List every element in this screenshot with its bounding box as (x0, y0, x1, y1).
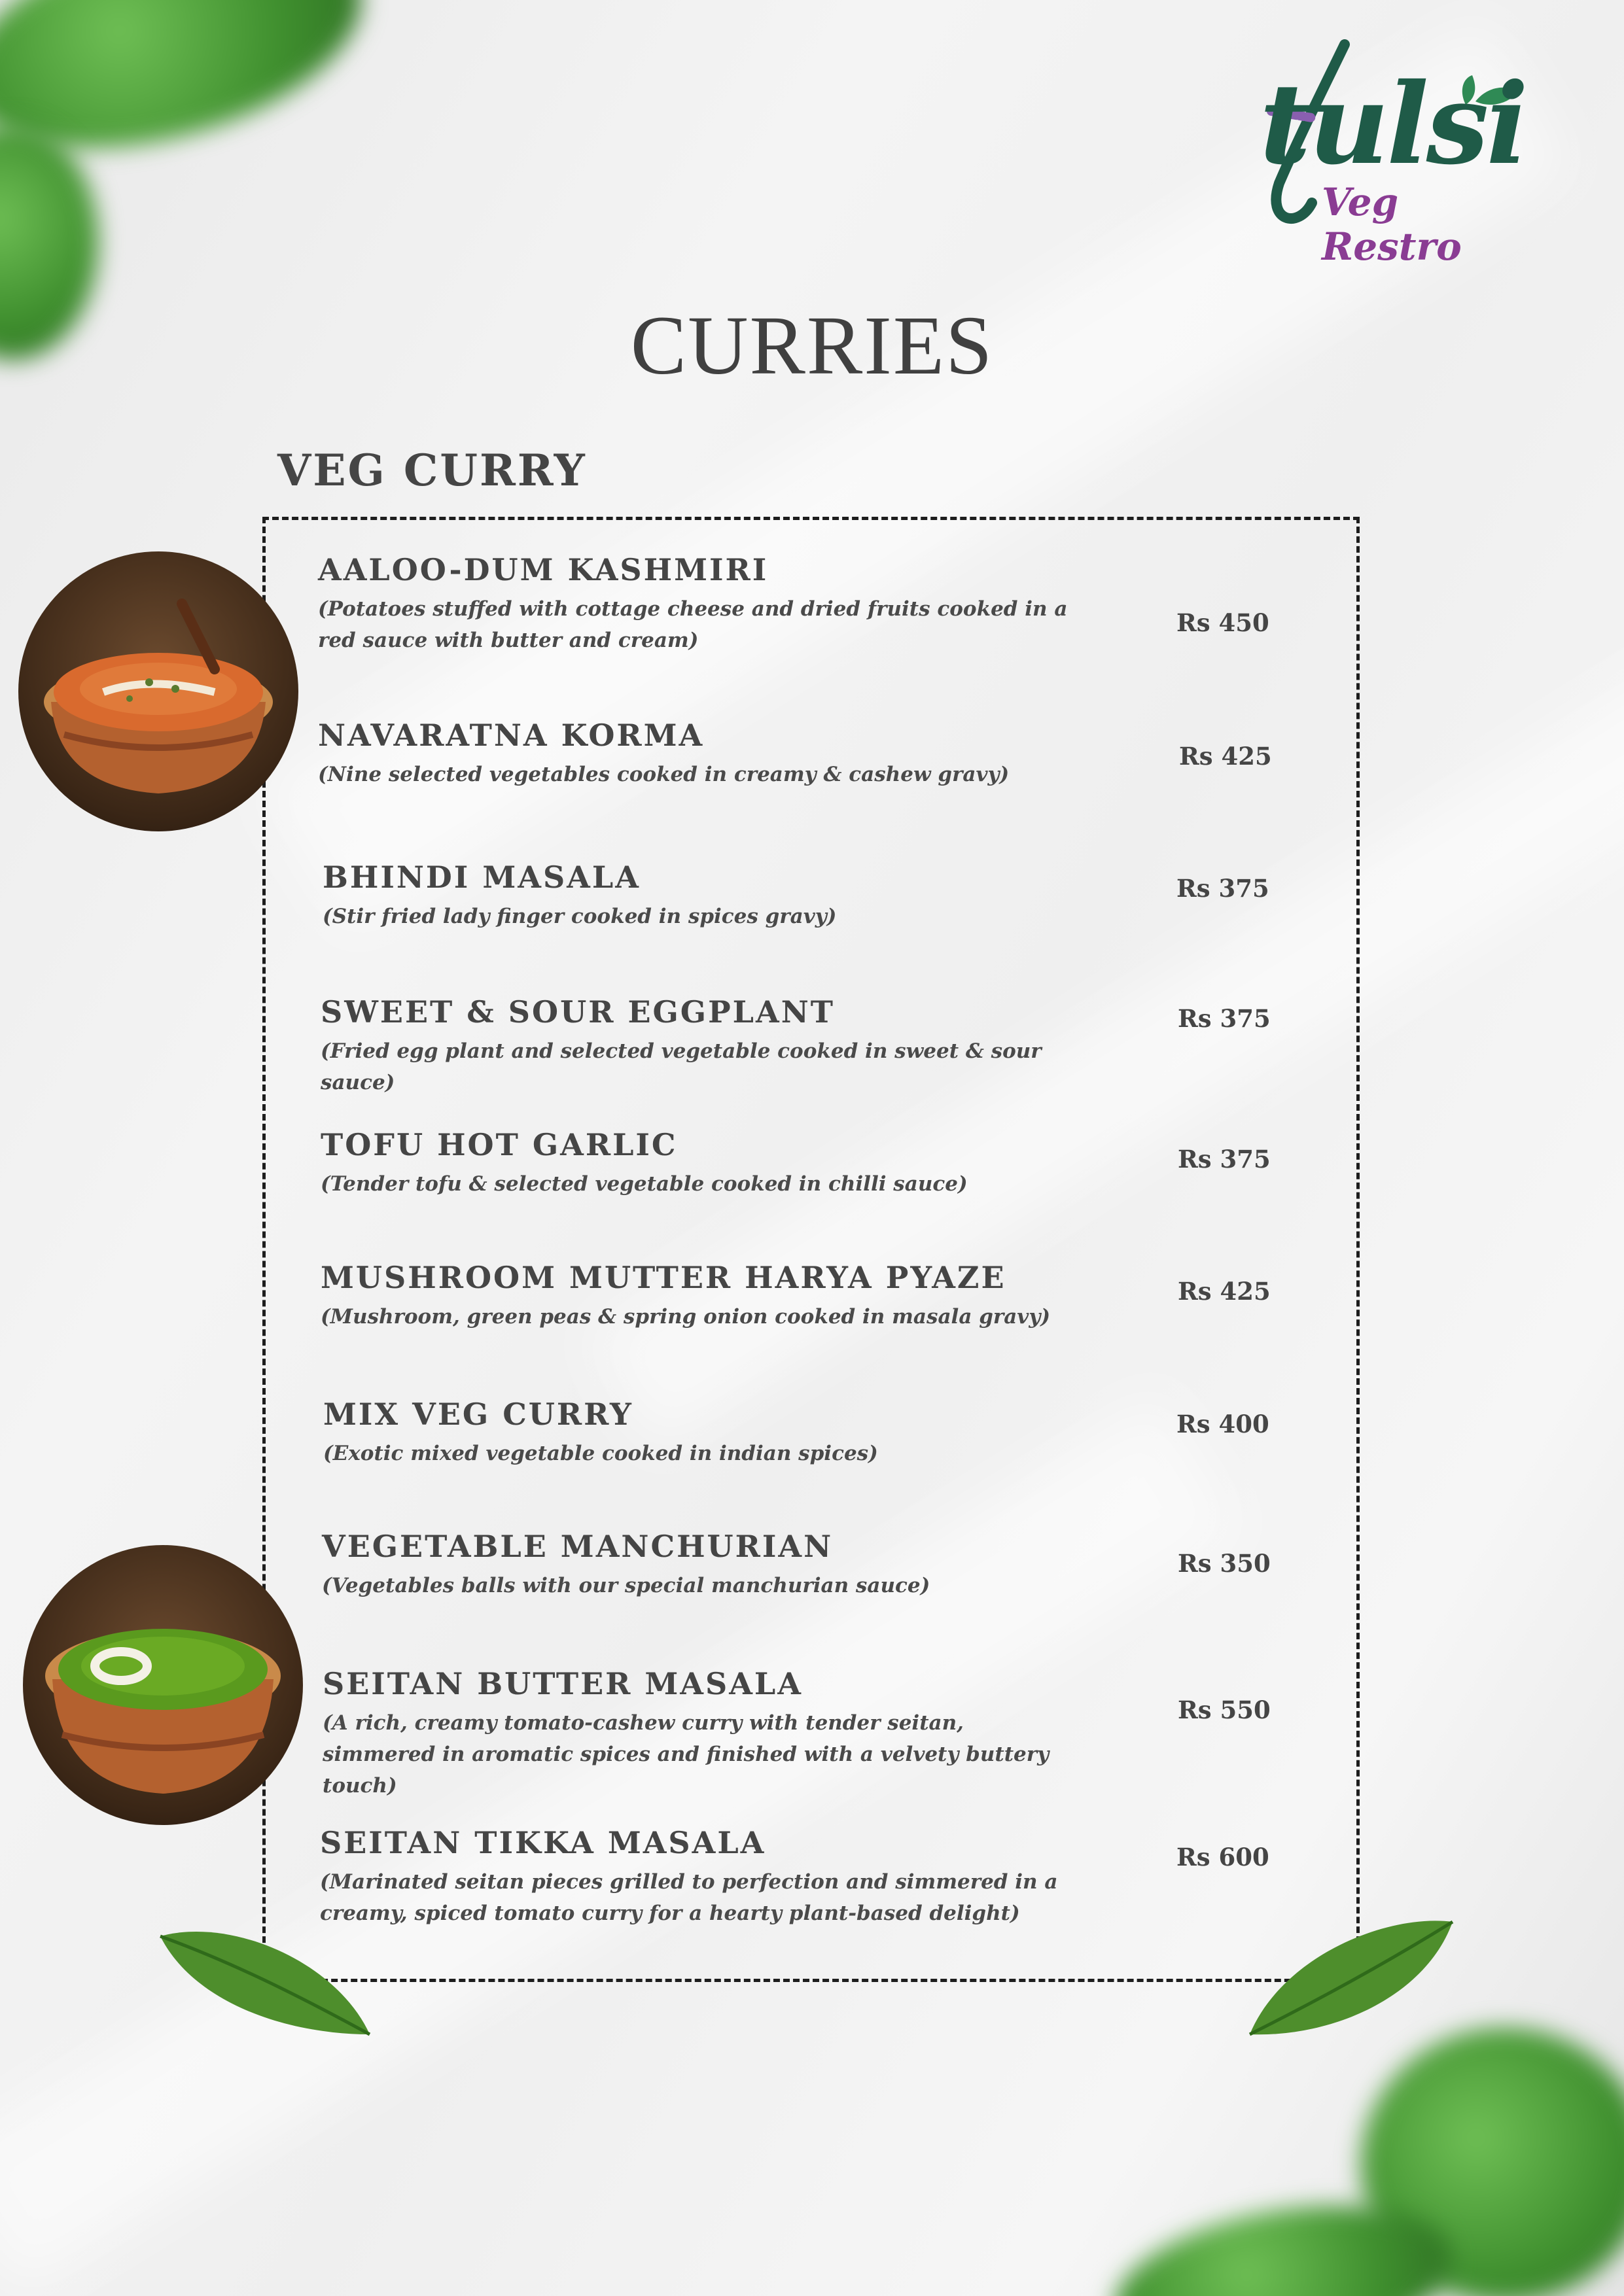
menu-item-description: (Vegetables balls with our special manchurian sauce) (322, 1574, 930, 1597)
dish-photo-aloo-dum (18, 551, 298, 831)
menu-item-name: VEGETABLE MANCHURIAN (322, 1529, 834, 1564)
menu-item-description: (Tender tofu & selected vegetable cooked in chilli sauce) (321, 1172, 968, 1196)
menu-item-description: (Potatoes stuffed with cottage cheese and dried fruits cooked in a red sauce with butter and cream) (318, 597, 1068, 652)
menu-item-name: SEITAN BUTTER MASALA (323, 1666, 803, 1701)
menu-item-price: Rs 375 (1178, 1004, 1271, 1033)
menu-item-price: Rs 550 (1178, 1696, 1271, 1724)
page-title: CURRIES (630, 299, 994, 392)
leaf-decoration (1243, 1917, 1459, 2041)
brand-logo (1260, 39, 1526, 269)
menu-item-price: Rs 375 (1178, 1145, 1271, 1174)
menu-item-description: (A rich, creamy tomato-cashew curry with tender seitan, simmered in aromatic spices and finished with a velvety buttery touch) (323, 1711, 1050, 1798)
menu-item-name: MIX VEG CURRY (323, 1397, 633, 1432)
menu-item (320, 1824, 1079, 1929)
menu-item-description: (Fried egg plant and selected vegetable cooked in sweet & sour sauce) (321, 1039, 1042, 1094)
menu-item-price: Rs 375 (1176, 874, 1269, 903)
menu-item (318, 551, 1077, 656)
menu-item-price: Rs 450 (1176, 608, 1269, 637)
menu-item (321, 1259, 1080, 1332)
menu-item-description: (Exotic mixed vegetable cooked in indian spices) (323, 1442, 878, 1465)
menu-item-name: MUSHROOM MUTTER HARYA PYAZE (321, 1260, 1006, 1295)
menu-item-name: AALOO-DUM KASHMIRI (318, 552, 769, 587)
menu-item-name: TOFU HOT GARLIC (321, 1127, 678, 1162)
menu-item (323, 1665, 1082, 1801)
menu-item (323, 859, 1082, 932)
menu-item (322, 1528, 1081, 1601)
menu-item (323, 1396, 1082, 1469)
dish-photo-palak (23, 1545, 303, 1825)
menu-item-price: Rs 350 (1178, 1549, 1271, 1578)
menu-item-name: BHINDI MASALA (323, 860, 641, 895)
menu-item (321, 994, 1080, 1098)
menu-item-description: (Nine selected vegetables cooked in creamy & cashew gravy) (318, 763, 1010, 786)
leaf-decoration (154, 1923, 376, 2041)
menu-item (321, 1126, 1080, 1200)
brand-name: tulsi (1260, 59, 1526, 190)
menu-item-price: Rs 425 (1179, 742, 1272, 771)
menu-item-price: Rs 400 (1176, 1410, 1269, 1438)
section-title: VEG CURRY (277, 445, 587, 496)
menu-item-description: (Stir fried lady finger cooked in spices gravy) (323, 905, 837, 928)
menu-item-name: SEITAN TIKKA MASALA (320, 1825, 766, 1860)
menu-item-price: Rs 600 (1176, 1843, 1269, 1871)
menu-item-description: (Mushroom, green peas & spring onion cooked in masala gravy) (321, 1305, 1051, 1329)
menu-item-name: SWEET & SOUR EGGPLANT (321, 994, 835, 1030)
menu-item-name: NAVARATNA KORMA (318, 718, 705, 753)
brand-tagline: Veg Restro (1322, 180, 1462, 269)
menu-item-description: (Marinated seitan pieces grilled to perfection and simmered in a creamy, spiced tomato curry for a hearty plant-based delight) (320, 1870, 1058, 1925)
menu-item (318, 717, 1077, 790)
menu-item-price: Rs 425 (1178, 1277, 1271, 1306)
